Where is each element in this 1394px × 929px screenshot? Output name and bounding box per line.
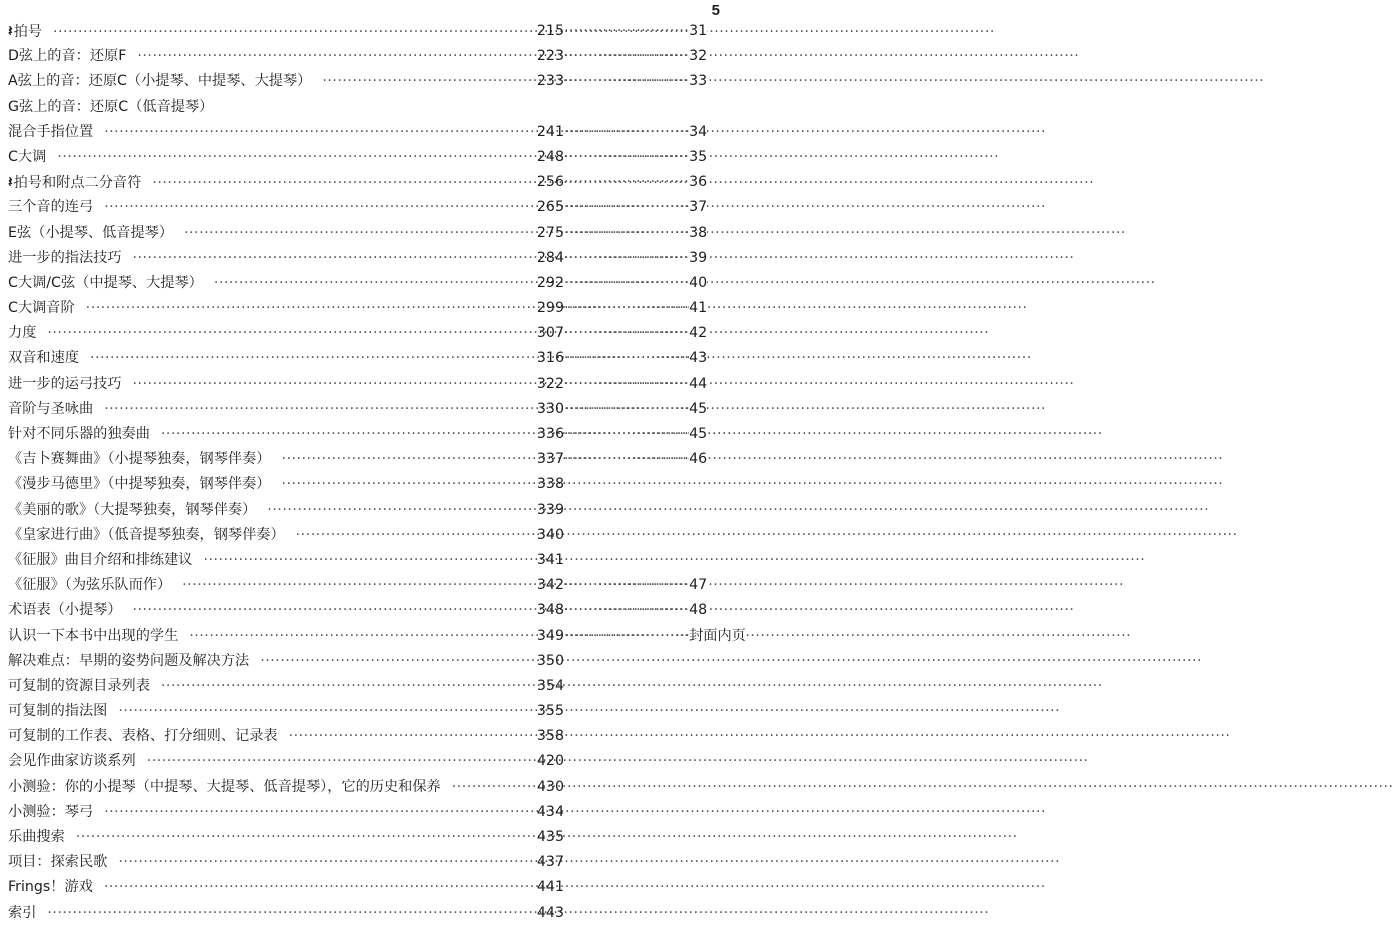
toc-entry[interactable] xyxy=(8,145,708,170)
toc-entry-title: 小测验：琴弓 xyxy=(8,803,94,820)
dot-leader xyxy=(99,879,1046,895)
toc-entry-title-cell xyxy=(8,447,530,472)
toc-entry-page: 223 xyxy=(536,48,564,65)
toc-entry-page: 341 xyxy=(536,551,564,568)
toc-entry-title: C大调/C弦（中提琴、大提琴） xyxy=(8,274,203,291)
toc-entry[interactable] xyxy=(8,19,708,44)
dot-leader: ·························· xyxy=(564,451,690,468)
toc-entry[interactable] xyxy=(8,195,708,220)
toc-entry-page-secondary xyxy=(564,246,708,271)
toc-entry-title-cell xyxy=(8,800,530,825)
secondary-page-value: 41 xyxy=(689,300,708,317)
toc-entry-title: 拍号 xyxy=(13,24,42,40)
dot-leader: ·························· xyxy=(564,199,690,216)
toc-entry[interactable] xyxy=(8,548,708,573)
toc-entry-title: 《吉卜赛舞曲》（小提琴独奏，钢琴伴奏） xyxy=(8,451,271,468)
toc-entry-title-cell xyxy=(8,296,530,321)
dot-leader: ·························· xyxy=(564,627,690,644)
dot-leader: ·························· xyxy=(564,400,690,417)
toc-entry-title: 可复制的资源目录列表 xyxy=(8,677,150,694)
toc-entry[interactable] xyxy=(8,875,708,900)
toc-entry-page: 337 xyxy=(536,451,564,468)
toc-entry-page: 349 xyxy=(536,627,564,644)
toc-entry-page-secondary xyxy=(564,624,746,649)
secondary-page-value: 43 xyxy=(689,350,708,367)
toc-entry-page: 437 xyxy=(536,854,564,871)
toc-entry-page: 338 xyxy=(536,476,564,493)
toc-entry-page-secondary xyxy=(564,69,708,94)
dot-leader: ·························· xyxy=(564,300,690,317)
secondary-page-value: 45 xyxy=(689,426,708,442)
dot-leader: ·························· xyxy=(564,148,690,165)
toc-entry-title-cell xyxy=(8,649,530,674)
dot-leader xyxy=(291,527,1238,543)
dot-leader: ·························· xyxy=(564,577,690,594)
toc-entry[interactable] xyxy=(8,800,708,825)
toc-entry-title-cell xyxy=(8,372,530,397)
dot-leader xyxy=(262,502,1209,518)
toc-entry[interactable] xyxy=(8,447,708,472)
toc-entry[interactable] xyxy=(8,472,708,497)
toc-entry-page-secondary xyxy=(564,120,708,145)
dot-leader xyxy=(113,854,1060,870)
toc-entry[interactable] xyxy=(8,95,708,120)
toc-entry[interactable] xyxy=(8,699,708,724)
toc-entry[interactable] xyxy=(8,724,708,749)
toc-entry-page-secondary xyxy=(564,19,708,44)
toc-entry-title: 小测验：你的小提琴（中提琴、大提琴、低音提琴），它的历史和保养 xyxy=(8,778,441,795)
toc-entry-page: 420 xyxy=(536,753,564,770)
toc-entry-page-secondary xyxy=(564,573,708,598)
toc-entry-title: 术语表（小提琴） xyxy=(8,602,122,619)
toc-entry-title-cell xyxy=(8,699,530,724)
secondary-page-value: 42 xyxy=(689,325,708,342)
toc-entry-page: 342 xyxy=(536,577,564,594)
toc-entry-title-cell xyxy=(8,674,530,699)
toc-entry-title-cell xyxy=(8,548,530,573)
toc-entry-page-secondary xyxy=(564,422,708,447)
dot-leader xyxy=(447,779,1394,795)
toc-entry-title-cell xyxy=(8,598,530,623)
toc-entry-title: C大调音阶 xyxy=(8,300,75,317)
toc-entry-page: 256 xyxy=(536,174,564,191)
secondary-page-value: 封面内页 xyxy=(689,627,746,644)
dot-leader xyxy=(142,753,1089,769)
toc-entry-title-cell xyxy=(8,69,530,94)
toc-entry-title-cell xyxy=(8,422,530,447)
toc-entry-title: 《漫步马德里》（中提琴独奏，钢琴伴奏） xyxy=(8,476,271,493)
dot-leader xyxy=(276,476,1223,492)
toc-entry-title: 《皇家进行曲》（低音提琴独奏，钢琴伴奏） xyxy=(8,526,285,543)
dot-leader xyxy=(156,678,1103,694)
secondary-page-value: 36 xyxy=(689,174,708,191)
secondary-page-value: 32 xyxy=(689,48,708,65)
toc-entry-page-secondary xyxy=(564,271,708,296)
toc-entry-page: 248 xyxy=(536,148,564,165)
dot-leader xyxy=(99,804,1046,820)
toc-entry-title-cell xyxy=(8,346,530,371)
secondary-page-value: 34 xyxy=(689,123,708,140)
dot-leader xyxy=(113,703,1060,719)
toc-entry-title: A弦上的音：还原C（小提琴、中提琴、大提琴） xyxy=(8,73,312,90)
dot-leader: ·························· xyxy=(564,73,690,90)
toc-entry-page: 430 xyxy=(536,778,564,795)
toc-entry-title: Frings！游戏 xyxy=(8,879,93,896)
toc-entry-page-secondary xyxy=(564,447,708,472)
toc-entry-title-cell xyxy=(8,271,530,296)
secondary-page-value: 38 xyxy=(689,224,708,241)
toc-entry-title: 力度 xyxy=(8,325,37,342)
toc-entry[interactable] xyxy=(8,901,708,926)
toc-entry[interactable] xyxy=(8,170,708,195)
toc-entry-title: 进一步的指法技巧 xyxy=(8,249,122,266)
dot-leader xyxy=(198,552,1145,568)
toc-entry-page: 275 xyxy=(536,224,564,241)
toc-entry-title: 《征服》曲目介绍和排练建议 xyxy=(8,551,193,568)
dot-leader: ·························· xyxy=(564,224,690,241)
dot-leader: ·························· xyxy=(564,325,690,342)
toc-entry-title-cell xyxy=(8,145,530,170)
toc-entry-page-secondary xyxy=(564,372,708,397)
secondary-page-value: 47 xyxy=(689,577,708,594)
dot-leader: ·························· xyxy=(564,23,690,39)
toc-entry[interactable] xyxy=(8,775,708,800)
toc-entry-title: 针对不同乐器的独奏曲 xyxy=(8,426,150,442)
toc-entry-page-secondary xyxy=(564,397,708,422)
toc-entry-title-cell xyxy=(8,875,530,900)
toc-entry-title-cell xyxy=(8,573,530,598)
toc-entry-page: 284 xyxy=(536,249,564,266)
toc-entry-title: 《征服》（为弦乐队而作） xyxy=(8,577,172,594)
toc-entry-title-cell xyxy=(8,498,530,523)
toc-entry-title-cell xyxy=(8,221,530,246)
toc-entry[interactable] xyxy=(8,321,708,346)
toc-entry-title: 双音和速度 xyxy=(8,350,79,367)
toc-entry[interactable] xyxy=(8,674,708,699)
secondary-page-value: 46 xyxy=(689,451,708,468)
dot-leader: ·························· xyxy=(564,426,690,442)
dot-leader xyxy=(52,149,999,165)
toc-entry-title-cell xyxy=(8,775,530,800)
toc-entry-title: E弦（小提琴、低音提琴） xyxy=(8,224,174,241)
secondary-page-value: 37 xyxy=(689,199,708,216)
dot-leader xyxy=(42,905,989,921)
toc-entry-page: 233 xyxy=(536,73,564,90)
toc-entry-title: 拍号和附点二分音符 xyxy=(13,175,142,192)
toc-entry-page: 322 xyxy=(536,375,564,392)
toc-entry-page: 443 xyxy=(536,904,564,921)
toc-entry[interactable] xyxy=(8,44,708,69)
toc-entry-page: 265 xyxy=(536,199,564,216)
toc-entry-title: 进一步的运弓技巧 xyxy=(8,375,122,392)
toc-entry-title: 认识一下本书中出现的学生 xyxy=(8,627,179,644)
toc-entry[interactable] xyxy=(8,422,708,447)
toc-entry-page: 435 xyxy=(536,829,564,845)
toc-entry[interactable] xyxy=(8,271,708,296)
toc-entry[interactable] xyxy=(8,749,708,774)
toc-entry-page-secondary xyxy=(564,346,708,371)
time-signature-icon: 𝄽 xyxy=(8,22,13,40)
toc-entry-title: 混合手指位置 xyxy=(8,123,94,140)
dot-leader: ·························· xyxy=(564,602,690,619)
dot-leader xyxy=(255,653,1202,669)
toc-entry[interactable] xyxy=(8,649,708,674)
toc-entry-title-cell xyxy=(8,523,530,548)
toc-entry-title-cell xyxy=(8,170,530,196)
dot-leader xyxy=(284,728,1231,744)
toc-entry-title: 三个音的连弓 xyxy=(8,199,94,216)
dot-leader xyxy=(48,24,995,40)
toc-entry-page: 355 xyxy=(536,703,564,720)
toc-entry-title: 音阶与圣咏曲 xyxy=(8,400,94,417)
toc-entry-page: 299 xyxy=(536,300,564,317)
toc-entry-title: C大调 xyxy=(8,148,47,165)
toc-entry[interactable] xyxy=(8,296,708,321)
dot-leader: ·························· xyxy=(564,249,690,266)
toc-entry[interactable] xyxy=(8,573,708,598)
toc-entry-page-secondary xyxy=(564,170,708,195)
toc-entry-page: 339 xyxy=(536,501,564,518)
toc-entry-title-cell xyxy=(8,397,530,422)
secondary-page-value: 45 xyxy=(689,400,708,417)
toc-entry-page: 241 xyxy=(536,123,564,140)
toc-entry-page: 441 xyxy=(536,879,564,896)
toc-entry[interactable] xyxy=(8,825,708,850)
toc-entry-title-cell xyxy=(8,624,530,649)
dot-leader: ·························· xyxy=(564,123,690,140)
toc-entry-title-cell xyxy=(8,472,530,497)
toc-entry-page: 336 xyxy=(536,426,564,442)
toc-entry-page-secondary xyxy=(564,145,708,170)
toc-entry-title-cell xyxy=(8,724,530,749)
toc-entry[interactable] xyxy=(8,69,708,94)
toc-entry-page-secondary xyxy=(564,296,708,321)
toc-entry-title-cell xyxy=(8,95,530,120)
toc-entry-title-cell xyxy=(8,825,530,850)
toc-entry[interactable] xyxy=(8,246,708,271)
secondary-page-value: 33 xyxy=(689,73,708,90)
toc-entry-title-cell xyxy=(8,321,530,346)
dot-leader: ·························· xyxy=(564,48,690,65)
toc-entry-title: 项目：探索民歌 xyxy=(8,854,108,871)
toc-entry-page-secondary xyxy=(564,44,708,69)
secondary-page-value: 40 xyxy=(689,274,708,291)
dot-leader: ·························· xyxy=(564,274,690,291)
toc-entry-page: 307 xyxy=(536,325,564,342)
toc-entry-page: 330 xyxy=(536,400,564,417)
toc-entry-title-cell xyxy=(8,19,530,45)
toc-entry-page-secondary xyxy=(564,195,708,220)
table-of-contents xyxy=(8,19,746,926)
page-number: 5 xyxy=(711,2,720,19)
toc-entry-page: 354 xyxy=(536,677,564,694)
dot-leader: ·························· xyxy=(564,174,690,191)
toc-entry[interactable] xyxy=(8,498,708,523)
toc-entry-page: 348 xyxy=(536,602,564,619)
toc-entry-title-cell xyxy=(8,120,530,145)
dot-leader xyxy=(42,325,989,341)
toc-entry-page: 292 xyxy=(536,274,564,291)
toc-entry[interactable] xyxy=(8,221,708,246)
toc-entry-title: G弦上的音：还原C（低音提琴） xyxy=(8,98,214,115)
toc-entry[interactable] xyxy=(8,397,708,422)
toc-entry-title: 可复制的指法图 xyxy=(8,703,108,720)
toc-entry-page: 215 xyxy=(536,23,564,39)
toc-entry-title: 会见作曲家访谈系列 xyxy=(8,753,136,770)
toc-entry-title-cell xyxy=(8,195,530,220)
toc-entry[interactable] xyxy=(8,523,708,548)
toc-entry-title: 乐曲搜索 xyxy=(8,829,65,845)
toc-entry-title: 可复制的工作表、表格、打分细则、记录表 xyxy=(8,728,278,745)
toc-entry-page-secondary xyxy=(564,321,708,346)
toc-entry[interactable] xyxy=(8,120,708,145)
secondary-page-value: 44 xyxy=(689,375,708,392)
toc-entry-title-cell xyxy=(8,44,530,69)
toc-entry[interactable] xyxy=(8,850,708,875)
toc-entry[interactable] xyxy=(8,624,746,649)
toc-entry-title-cell xyxy=(8,901,530,926)
toc-entry-title: 索引 xyxy=(8,904,37,921)
toc-entry-page: 358 xyxy=(536,728,564,745)
toc-entry-title: 《美丽的歌》（大提琴独奏，钢琴伴奏） xyxy=(8,501,257,518)
secondary-page-value: 31 xyxy=(689,23,708,39)
dot-leader: ·························· xyxy=(564,350,690,367)
secondary-page-value: 35 xyxy=(689,148,708,165)
toc-entry-title-cell xyxy=(8,850,530,875)
toc-entry[interactable] xyxy=(8,346,708,371)
toc-entry-title: 解决难点：早期的姿势问题及解决方法 xyxy=(8,652,250,669)
toc-entry[interactable] xyxy=(8,598,708,623)
dot-leader xyxy=(317,73,1264,89)
toc-entry-title-cell xyxy=(8,246,530,271)
dot-leader: ·························· xyxy=(564,375,690,392)
secondary-page-value: 48 xyxy=(689,602,708,619)
toc-entry[interactable] xyxy=(8,372,708,397)
toc-entry-title: D弦上的音：还原F xyxy=(8,48,127,65)
toc-entry-page-secondary xyxy=(564,221,708,246)
secondary-page-value: 39 xyxy=(689,249,708,266)
toc-entry-page: 316 xyxy=(536,350,564,367)
toc-entry-page: 350 xyxy=(536,652,564,669)
time-signature-icon: 𝄽 xyxy=(8,173,13,192)
dot-leader xyxy=(276,451,1223,467)
toc-entry-page: 340 xyxy=(536,526,564,543)
toc-entry-page: 434 xyxy=(536,803,564,820)
toc-entry-page-secondary xyxy=(564,598,708,623)
toc-entry-title-cell xyxy=(8,749,530,774)
